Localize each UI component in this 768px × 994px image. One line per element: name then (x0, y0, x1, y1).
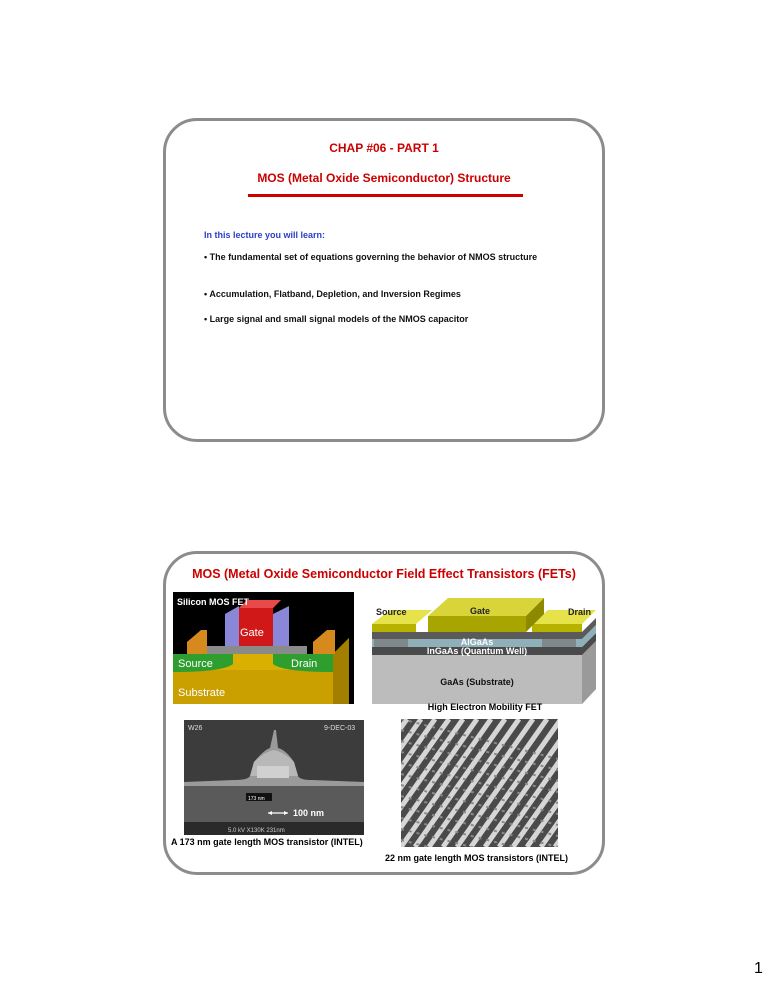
sem2-caption: 22 nm gate length MOS transistors (INTEL) (385, 853, 569, 863)
slide-1-title: CHAP #06 - PART 1 (329, 141, 439, 155)
hemt-source-label: Source (376, 607, 407, 617)
sem-22nm-image (401, 719, 558, 847)
silicon-mosfet-figure (173, 592, 354, 704)
drain-label: Drain (291, 658, 318, 670)
sem1-caption: A 173 nm gate length MOS transistor (INTEL) (171, 837, 363, 847)
ingaas-label: InGaAs (Quantum Well) (426, 646, 528, 656)
bullet-2: • Accumulation, Flatband, Depletion, and Inversion Regimes (204, 289, 461, 299)
bullet-3: • Large signal and small signal models of the NMOS capacitor (204, 314, 469, 324)
algaas-label: AlGaAs (460, 637, 494, 647)
hemt-gate-label: Gate (470, 606, 491, 616)
silicon-fig-label: Silicon MOS FET (177, 597, 250, 607)
slide-2 (163, 551, 605, 875)
slide-1 (163, 118, 605, 442)
hemt-figure (372, 592, 598, 704)
sem1-label-left: W26 (188, 725, 203, 732)
slide-2-title: MOS (Metal Oxide Semiconductor Field Effect Transistors (FETs) (192, 567, 576, 581)
slide-1-subtitle: MOS (Metal Oxide Semiconductor) Structure (257, 171, 511, 185)
source-label: Source (178, 658, 213, 670)
sem1-label-right: 9-DEC-03 (324, 725, 356, 732)
sem1-173nm-marker: 173 nm (248, 796, 265, 802)
sem-173nm-image (184, 720, 364, 835)
page-number: 1 (754, 960, 763, 977)
gate-label: Gate (240, 627, 264, 639)
substrate-label: Substrate (178, 687, 226, 699)
bullet-1: • The fundamental set of equations governing the behavior of NMOS structure (204, 252, 538, 262)
sem1-scale-label: 100 nm (293, 808, 325, 818)
title-rule (248, 194, 523, 197)
intro-text: In this lecture you will learn: (204, 230, 326, 240)
hemt-caption: High Electron Mobility FET (427, 702, 543, 712)
hemt-drain-label: Drain (568, 607, 592, 617)
gaas-substrate-label: GaAs (Substrate) (440, 677, 514, 687)
sem1-footer: 5.0 kV X130K 231nm (228, 828, 285, 834)
